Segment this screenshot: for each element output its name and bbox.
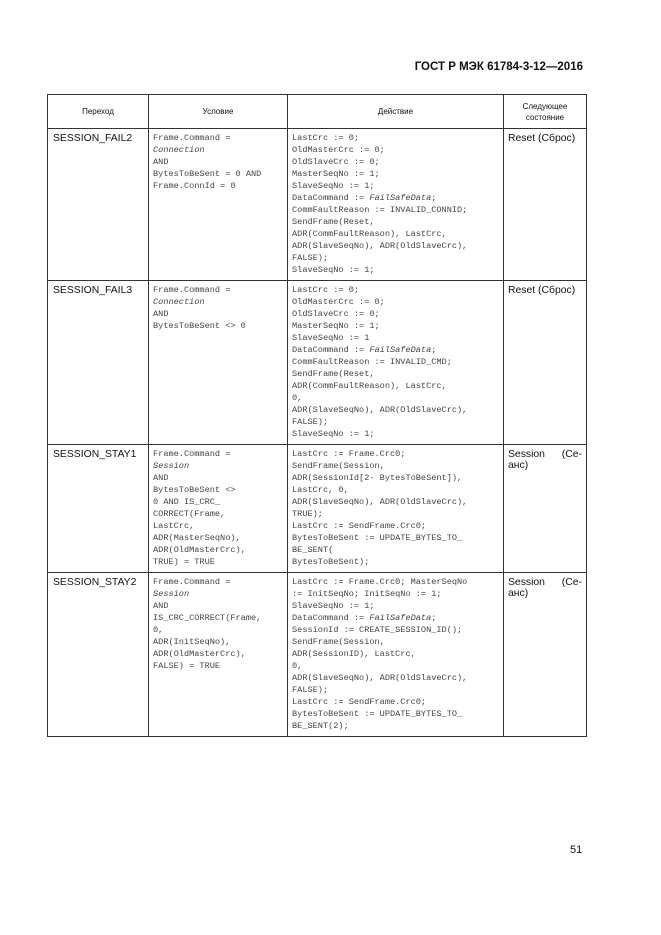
code-line — [292, 428, 499, 440]
code-text: Frame.Command = — [153, 133, 231, 143]
code-line — [292, 332, 499, 344]
code-line — [292, 720, 499, 732]
code-line — [292, 660, 499, 672]
code-line — [153, 576, 283, 588]
code-text: LastCrc := 0; — [292, 133, 360, 143]
code-text: ADR(InitSeqNo), — [153, 637, 231, 647]
code-text: FALSE); — [292, 417, 329, 427]
code-line — [153, 556, 283, 568]
code-line — [292, 416, 499, 428]
code-line — [292, 264, 499, 276]
code-text: BytesToBeSent <> — [153, 485, 236, 495]
code-text: TRUE) = TRUE — [153, 557, 215, 567]
code-text: OldSlaveCrc := 0; — [292, 157, 380, 167]
code-text: DataCommand := — [292, 193, 370, 203]
code-line — [292, 532, 499, 544]
code-text: FALSE); — [292, 685, 329, 695]
code-line — [292, 520, 499, 532]
action-cell — [288, 573, 504, 737]
code-line — [292, 296, 499, 308]
next-state-cell — [504, 573, 587, 737]
code-text: 0 AND IS_CRC_ — [153, 497, 221, 507]
code-line — [153, 156, 283, 168]
code-text: SendFrame(Session, — [292, 637, 385, 647]
code-text: ADR(MasterSeqNo), — [153, 533, 241, 543]
code-text: SendFrame(Reset, — [292, 369, 375, 379]
code-italic-text: FailSafeData — [369, 345, 432, 355]
code-line — [153, 180, 283, 192]
code-text: AND — [153, 473, 169, 483]
page-number: 51 — [570, 844, 583, 856]
code-text: Frame.ConnId = 0 — [153, 181, 236, 191]
code-line — [292, 344, 499, 356]
code-text: AND — [153, 309, 169, 319]
code-line — [292, 228, 499, 240]
code-line — [153, 496, 283, 508]
code-line — [153, 296, 283, 308]
code-line — [153, 648, 283, 660]
code-text: SlaveSeqNo := 1; — [292, 265, 375, 275]
table-row — [48, 129, 587, 281]
header-next-state: Следующее состояние — [504, 95, 587, 129]
next-state-line — [508, 577, 582, 588]
code-line — [292, 132, 499, 144]
code-text: MasterSeqNo := 1; — [292, 321, 380, 331]
code-line — [153, 168, 283, 180]
code-text: LastCrc := Frame.Crc0; MasterSeqNo — [292, 577, 468, 587]
code-text: LastCrc := Frame.Crc0; — [292, 449, 406, 459]
code-line — [292, 648, 499, 660]
code-text: ADR(SessionId[2- BytesToBeSent]), — [292, 473, 463, 483]
code-text: ADR(SlaveSeqNo), ADR(OldSlaveCrc), — [292, 673, 468, 683]
next-state-cell — [504, 445, 587, 573]
table-row — [48, 281, 587, 445]
code-text: SlaveSeqNo := 1; — [292, 429, 375, 439]
code-text: AND — [153, 601, 169, 611]
code-line — [292, 168, 499, 180]
code-text: LastCrc := 0; — [292, 285, 360, 295]
code-text: DataCommand := — [292, 345, 370, 355]
code-line — [292, 484, 499, 496]
condition-cell — [149, 573, 288, 737]
code-line — [292, 508, 499, 520]
code-line — [153, 588, 283, 600]
code-line — [153, 660, 283, 672]
code-line — [153, 448, 283, 460]
code-line — [292, 192, 499, 204]
next-state-word: (Се- — [561, 577, 582, 588]
action-cell — [288, 281, 504, 445]
table-row — [48, 573, 587, 737]
code-text: 0, — [153, 625, 164, 635]
code-text: SendFrame(Session, — [292, 461, 385, 471]
condition-cell — [149, 445, 288, 573]
code-line — [292, 472, 499, 484]
code-line — [292, 448, 499, 460]
code-line — [153, 144, 283, 156]
code-text: ; — [431, 613, 437, 623]
code-text: SlaveSeqNo := 1; — [292, 181, 375, 191]
code-text: ADR(OldMasterCrc), — [153, 649, 246, 659]
next-state-line — [508, 449, 582, 460]
code-text: Frame.Command = — [153, 577, 231, 587]
code-line — [292, 588, 499, 600]
code-text: DataCommand := — [292, 613, 370, 623]
code-text: ADR(CommFaultReason), LastCrc, — [292, 229, 447, 239]
code-text: Connection — [153, 145, 205, 155]
transition-cell: SESSION_FAIL2 — [48, 129, 149, 281]
code-text: AND — [153, 157, 169, 167]
table-header-row — [48, 95, 587, 129]
code-text: ADR(OldMasterCrc), — [153, 545, 246, 555]
code-text: 0, — [292, 393, 303, 403]
code-text: BytesToBeSent := UPDATE_BYTES_TO_ — [292, 709, 463, 719]
code-line — [153, 624, 283, 636]
transition-cell: SESSION_FAIL3 — [48, 281, 149, 445]
next-state-word: Session — [508, 449, 545, 460]
code-text: BytesToBeSent <> 0 — [153, 321, 246, 331]
condition-cell — [149, 129, 288, 281]
code-text: Connection — [153, 297, 205, 307]
action-cell — [288, 445, 504, 573]
condition-cell — [149, 281, 288, 445]
code-text: OldMasterCrc := 0; — [292, 297, 385, 307]
code-line — [153, 612, 283, 624]
code-text: LastCrc := SendFrame.Crc0; — [292, 697, 427, 707]
code-line — [153, 308, 283, 320]
code-line — [292, 180, 499, 192]
code-line — [153, 484, 283, 496]
code-text: FALSE) = TRUE — [153, 661, 221, 671]
code-text: Session — [153, 589, 190, 599]
header-condition: Условие — [149, 95, 288, 129]
code-line — [292, 460, 499, 472]
code-text: IS_CRC_CORRECT(Frame, — [153, 613, 262, 623]
code-line — [292, 612, 499, 624]
code-text: SessionId := CREATE_SESSION_ID(); — [292, 625, 463, 635]
code-text: FALSE); — [292, 253, 329, 263]
code-line — [292, 240, 499, 252]
code-line — [292, 600, 499, 612]
code-line — [153, 544, 283, 556]
action-cell — [288, 129, 504, 281]
code-line — [292, 684, 499, 696]
code-text: MasterSeqNo := 1; — [292, 169, 380, 179]
code-line — [153, 132, 283, 144]
code-text: ADR(CommFaultReason), LastCrc, — [292, 381, 447, 391]
code-text: LastCrc, 0, — [292, 485, 349, 495]
code-line — [292, 204, 499, 216]
code-line — [292, 156, 499, 168]
code-line — [292, 708, 499, 720]
code-line — [153, 284, 283, 296]
code-text: CommFaultReason := INVALID_CMD; — [292, 357, 452, 367]
table-row — [48, 445, 587, 573]
code-line — [292, 672, 499, 684]
code-line — [292, 284, 499, 296]
code-text: CommFaultReason := INVALID_CONNID; — [292, 205, 468, 215]
code-text: SlaveSeqNo := 1 — [292, 333, 370, 343]
code-text: OldSlaveCrc := 0; — [292, 309, 380, 319]
code-text: TRUE); — [292, 509, 323, 519]
code-text: ; — [431, 193, 437, 203]
code-line — [153, 508, 283, 520]
next-state-line: анс) — [508, 588, 529, 599]
code-text: ADR(SlaveSeqNo), ADR(OldSlaveCrc), — [292, 405, 468, 415]
code-line — [292, 544, 499, 556]
code-text: BytesToBeSent = 0 AND — [153, 169, 262, 179]
code-text: BE_SENT(2); — [292, 721, 349, 731]
next-state-word: (Се- — [561, 449, 582, 460]
code-line — [292, 216, 499, 228]
code-line — [153, 532, 283, 544]
code-line — [292, 252, 499, 264]
document-header: ГОСТ Р МЭК 61784-3-12—2016 — [414, 61, 583, 73]
code-text: Frame.Command = — [153, 285, 231, 295]
code-text: LastCrc, — [153, 521, 195, 531]
code-line — [292, 496, 499, 508]
transition-cell: SESSION_STAY1 — [48, 445, 149, 573]
next-state-cell: Reset (Сброс) — [504, 281, 587, 445]
transition-cell: SESSION_STAY2 — [48, 573, 149, 737]
code-text: BytesToBeSent := UPDATE_BYTES_TO_ — [292, 533, 463, 543]
header-action: Действие — [288, 95, 504, 129]
code-line — [292, 392, 499, 404]
code-line — [292, 356, 499, 368]
code-line — [153, 636, 283, 648]
code-line — [292, 576, 499, 588]
code-text: CORRECT(Frame, — [153, 509, 226, 519]
code-line — [153, 320, 283, 332]
code-line — [153, 472, 283, 484]
code-text: Session — [153, 461, 190, 471]
code-text: Frame.Command = — [153, 449, 231, 459]
code-italic-text: FailSafeData — [369, 193, 432, 203]
code-text: SlaveSeqNo := 1; — [292, 601, 375, 611]
code-line — [292, 308, 499, 320]
code-line — [292, 320, 499, 332]
code-line — [153, 460, 283, 472]
code-line — [292, 624, 499, 636]
code-line — [292, 380, 499, 392]
code-text: BytesToBeSent); — [292, 557, 370, 567]
next-state-cell: Reset (Сброс) — [504, 129, 587, 281]
code-line — [153, 520, 283, 532]
code-line — [292, 636, 499, 648]
code-line — [292, 404, 499, 416]
code-text: ADR(SessionID), LastCrc, — [292, 649, 416, 659]
state-transition-table — [47, 94, 587, 737]
code-line — [292, 368, 499, 380]
next-state-word: Session — [508, 577, 545, 588]
code-text: LastCrc := SendFrame.Crc0; — [292, 521, 427, 531]
code-italic-text: FailSafeData — [369, 613, 432, 623]
code-text: ADR(SlaveSeqNo), ADR(OldSlaveCrc), — [292, 241, 468, 251]
code-text: BE_SENT( — [292, 545, 334, 555]
code-line — [292, 696, 499, 708]
code-text: SendFrame(Reset, — [292, 217, 375, 227]
code-line — [292, 144, 499, 156]
next-state-line: анс) — [508, 460, 529, 471]
code-text: OldMasterCrc := 0; — [292, 145, 385, 155]
code-text: := InitSeqNo; InitSeqNo := 1; — [292, 589, 442, 599]
code-text: ADR(SlaveSeqNo), ADR(OldSlaveCrc), — [292, 497, 468, 507]
header-transition: Переход — [48, 95, 149, 129]
code-line — [292, 556, 499, 568]
code-text: 0, — [292, 661, 303, 671]
code-line — [153, 600, 283, 612]
code-text: ; — [431, 345, 437, 355]
